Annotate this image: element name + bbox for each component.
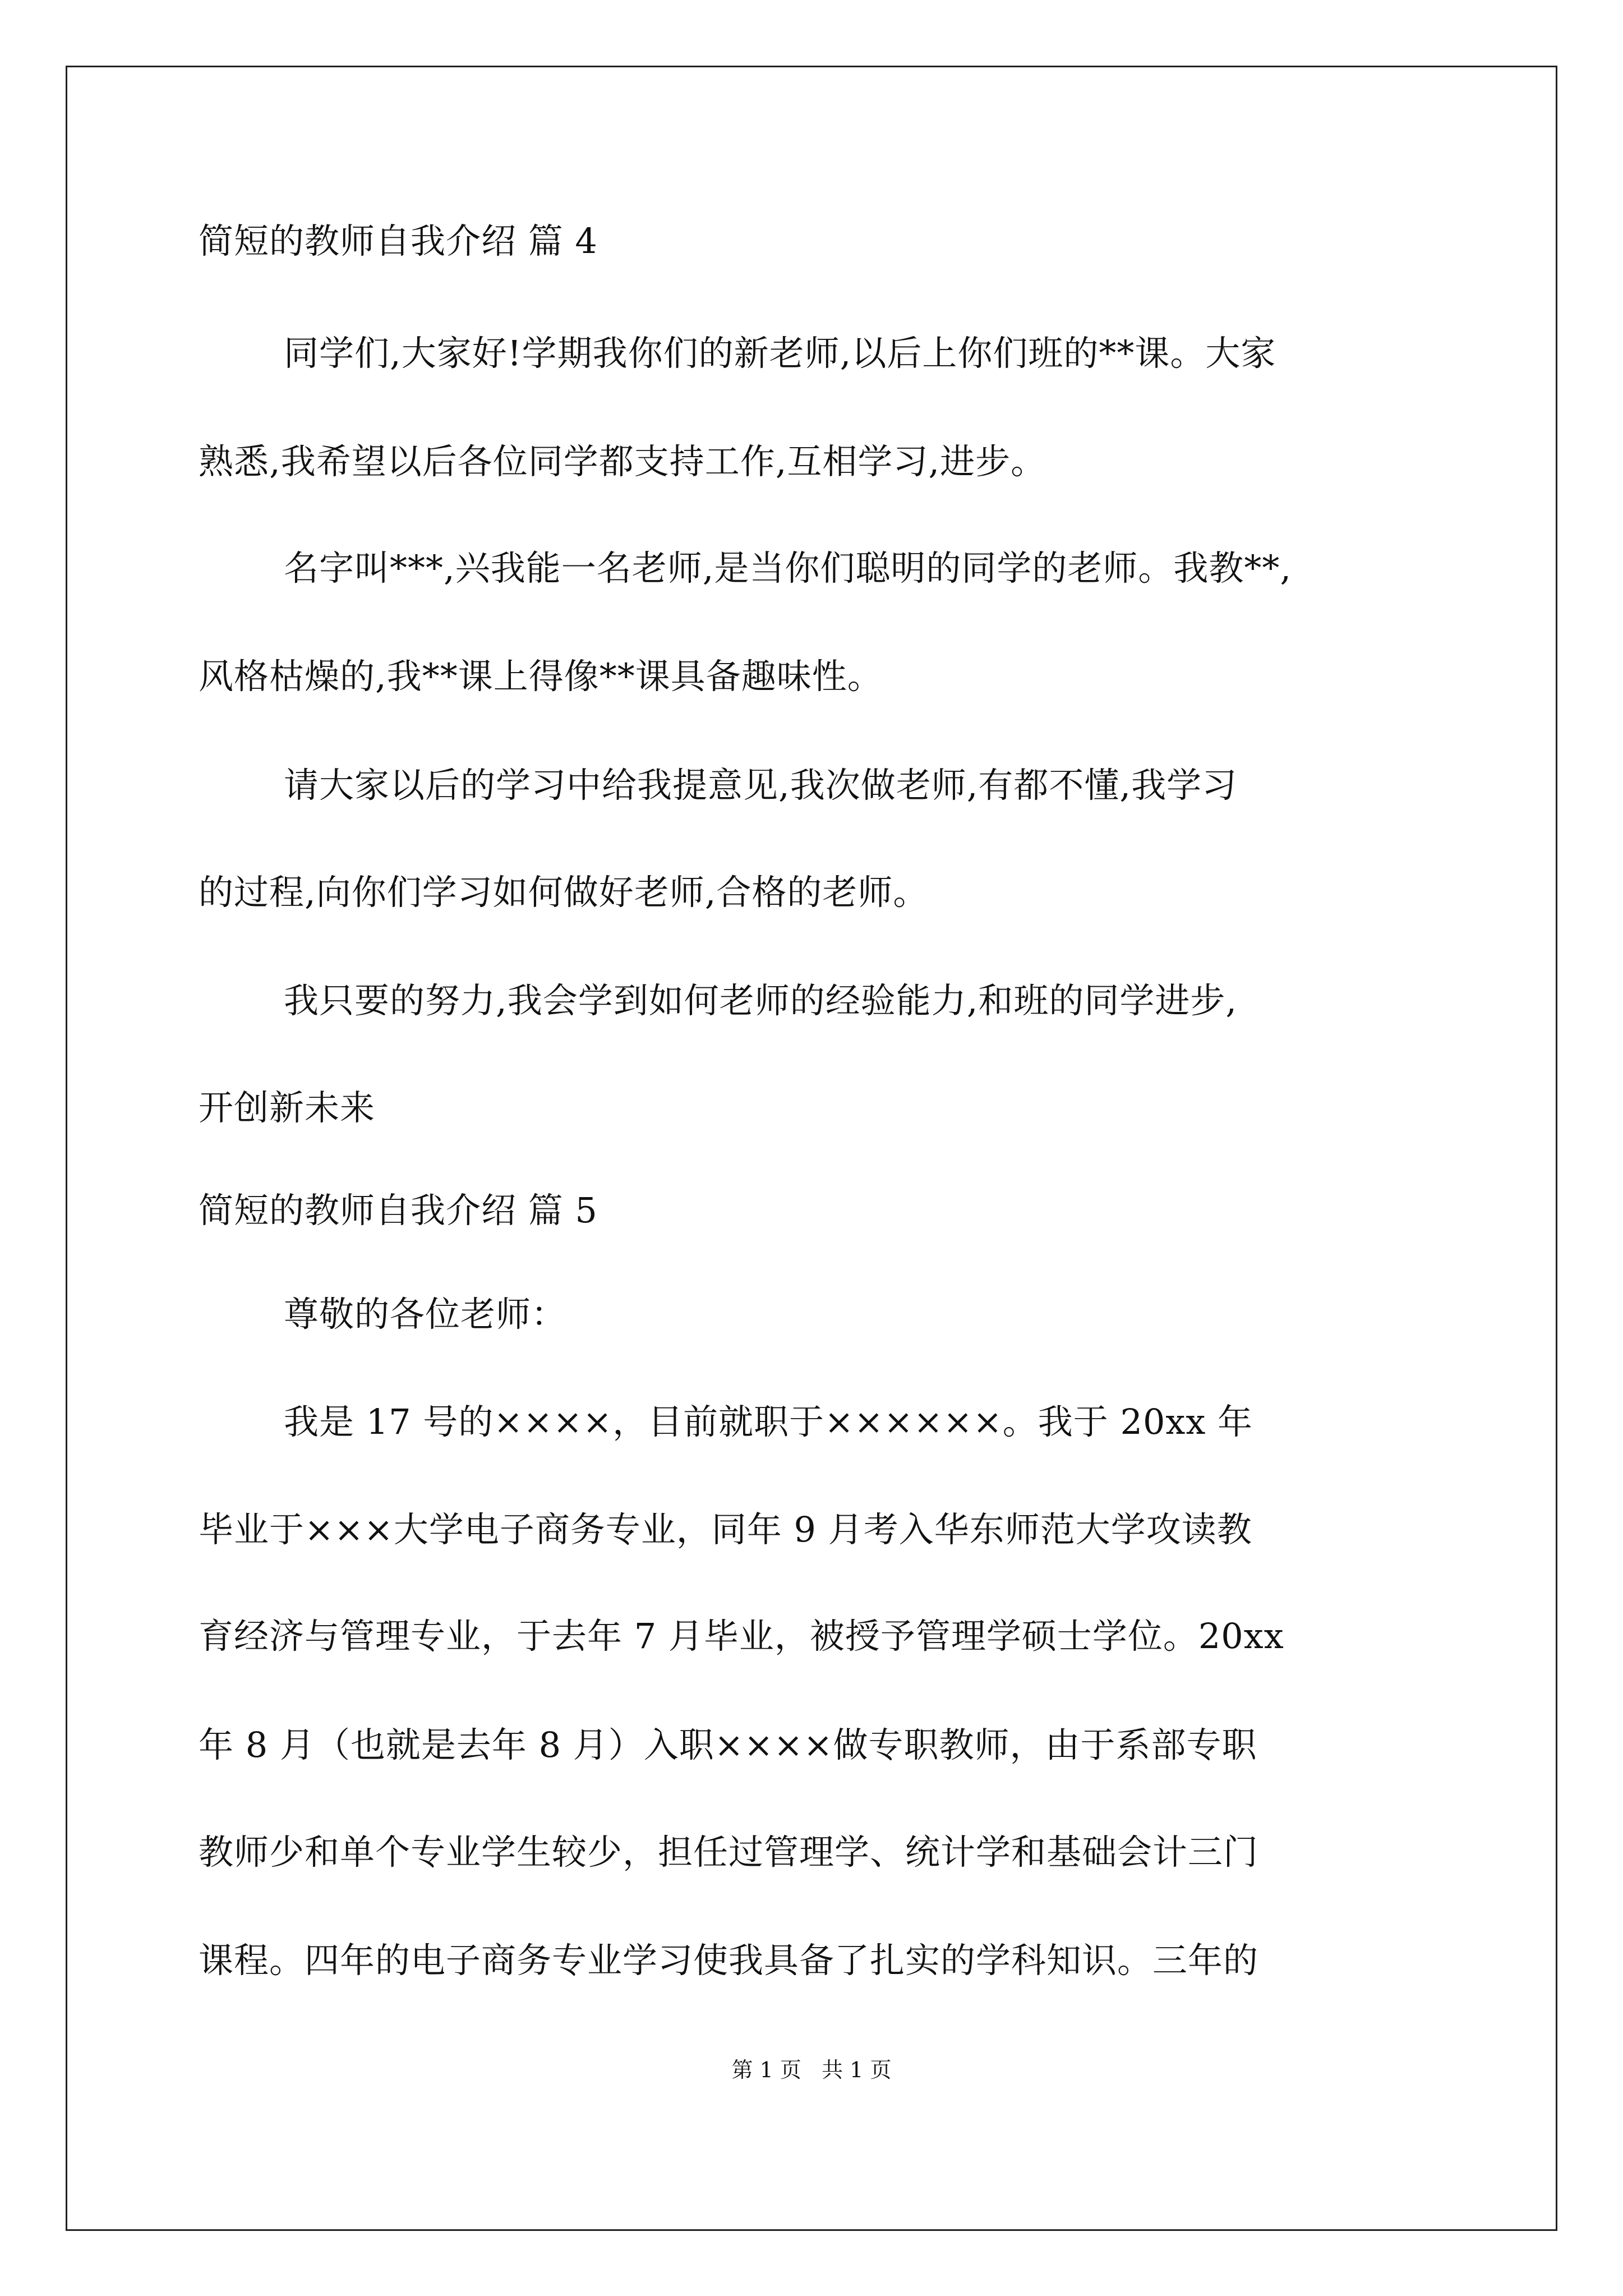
page-border <box>66 66 1557 2231</box>
paragraph-line: 毕业于×××大学电子商务专业，同年 9 月考入华东师范大学攻读教 <box>199 1509 1252 1550</box>
section-heading-5: 简短的教师自我介绍 篇 5 <box>199 1190 598 1231</box>
paragraph-line: 风格枯燥的,我**课上得像**课具备趣味性。 <box>199 656 883 697</box>
paragraph-line: 育经济与管理专业，于去年 7 月毕业，被授予管理学硕士学位。20xx <box>199 1616 1284 1657</box>
page-footer: 第 1 页 共 1 页 <box>731 2058 892 2082</box>
paragraph-line: 尊敬的各位老师： <box>284 1294 567 1335</box>
paragraph-line: 同学们,大家好!学期我你们的新老师,以后上你们班的**课。大家 <box>284 333 1276 374</box>
paragraph-line: 年 8 月（也就是去年 8 月）入职××××做专职教师，由于系部专职 <box>199 1724 1257 1765</box>
paragraph-line: 我只要的努力,我会学到如何老师的经验能力,和班的同学进步, <box>284 980 1238 1021</box>
section-heading-4: 简短的教师自我介绍 篇 4 <box>199 220 598 261</box>
paragraph-line: 我是 17 号的××××，目前就职于××××××。我于 20xx 年 <box>284 1401 1253 1442</box>
paragraph-line: 名字叫***,兴我能一名老师,是当你们聪明的同学的老师。我教**, <box>284 547 1292 588</box>
paragraph-line: 请大家以后的学习中给我提意见,我次做老师,有都不懂,我学习 <box>284 765 1238 806</box>
paragraph-line: 熟悉,我希望以后各位同学都支持工作,互相学习,进步。 <box>199 441 1046 482</box>
paragraph-line: 开创新未来 <box>199 1087 376 1128</box>
paragraph-line: 教师少和单个专业学生较少，担任过管理学、统计学和基础会计三门 <box>199 1832 1259 1872</box>
paragraph-line: 课程。四年的电子商务专业学习使我具备了扎实的学科知识。三年的 <box>199 1940 1259 1981</box>
paragraph-line: 的过程,向你们学习如何做好老师,合格的老师。 <box>199 872 929 913</box>
